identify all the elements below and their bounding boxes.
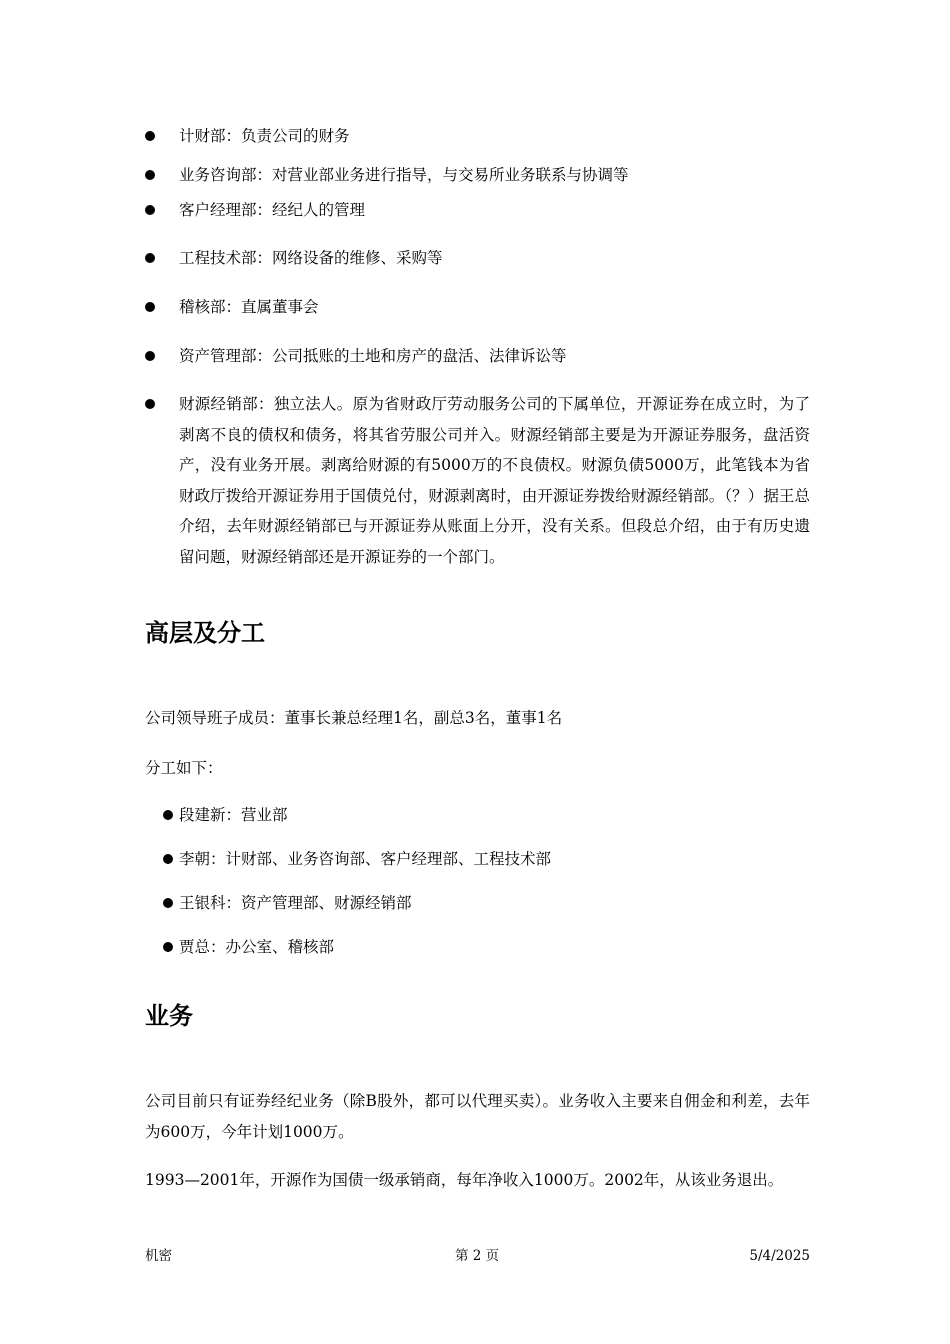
dept-desc: 负责公司的财务 bbox=[241, 127, 350, 145]
dept-name: 稽核部 bbox=[179, 298, 226, 316]
footer-confidential: 机密 bbox=[145, 1248, 172, 1264]
document-page: 计财部：负责公司的财务 业务咨询部：对营业部业务进行指导，与交易所业务联系与协调等 客户经理部：经纪人的管理 工程技术部：网络设备的维修、采购等 稽核部：直属董事会 资产管理部：公司抵账的土地和房产的盘活、法律诉讼等 财源经销部：独立法人。原为省财政厅劳动服务公司的下属单位，开源证券在成立时，为了剥离不良的债权和债务，将其省劳服公司并入。财源经销部主要是为开源证券服务，盘活资产，没有业务开展。剥离给财源的有5000万的不良债权。财源负债5000万，此笔钱本为省财政厅拨给开源证券用于国债兑付，财源剥离时，由开源证券拨给财源经销部。（？）据王总介绍，去年财源经销部已与开源证券从账面上分开，没有关系。但段总介绍，由于有历史遗留问题，财源经销部还是开源证券的一个部门。 高层及分工 公司领导班子成员：董事长兼总经理1名，副总3名，董事1名 分工如下： 段建新：营业部 李朝：计财部、业务咨询部、客户经理部、工程技术部 王银科：资产管理部、财源经销部 贾总：办公室、稽核部 业务 公司目前只有证券经纪业务（除B股外，都可以代理买卖）。业务收入主要来自佣金和利差，去年为600万，今年计划1000万。 1993—2001年，开源作为国债一级承销商，每年净收入1000万。2002年，从该业务退出。 机密 第 2 页 5/4/2025 bbox=[145, 127, 810, 1264]
leadership-members: 公司领导班子成员：董事长兼总经理1名，副总3名，董事1名 bbox=[145, 709, 563, 727]
assignment-scope: 办公室、稽核部 bbox=[225, 938, 335, 956]
section-heading-business: 业务 bbox=[145, 1002, 193, 1030]
assignment-scope: 资产管理部、财源经销部 bbox=[241, 894, 412, 912]
dept-desc: 网络设备的维修、采购等 bbox=[272, 249, 443, 267]
dept-desc: 经纪人的管理 bbox=[272, 201, 366, 219]
bullet-icon bbox=[145, 302, 155, 312]
assignment-person: 段建新 bbox=[179, 806, 226, 824]
business-paragraph-1: 公司目前只有证券经纪业务（除B股外，都可以代理买卖）。业务收入主要来自佣金和利差，去年为600万，今年计划1000万。 bbox=[145, 1092, 810, 1141]
bullet-icon bbox=[145, 253, 155, 263]
section-heading-leadership: 高层及分工 bbox=[145, 619, 265, 647]
dept-desc: 独立法人。原为省财政厅劳动服务公司的下属单位，开源证券在成立时，为了剥离不良的债权和债务，将其省劳服公司并入。财源经销部主要是为开源证券服务，盘活资产，没有业务开展。剥离给财源的有5000万的不良债权。财源负债5000万，此笔钱本为省财政厅拨给开源证券用于国债兑付，财源剥离时，由开源证券拨给财源经销部。（？）据王总介绍，去年财源经销部已与开源证券从账面上分开，没有关系。但段总介绍，由于有历史遗留问题，财源经销部还是开源证券的一个部门。 bbox=[179, 395, 810, 566]
bullet-icon bbox=[163, 810, 173, 820]
bullet-icon bbox=[163, 942, 173, 952]
bullet-icon bbox=[145, 399, 155, 409]
bullet-icon bbox=[145, 351, 155, 361]
dept-desc: 直属董事会 bbox=[241, 298, 319, 316]
bullet-icon bbox=[145, 170, 155, 180]
bullet-icon bbox=[163, 854, 173, 864]
footer-page-number: 第 2 页 bbox=[455, 1248, 500, 1264]
business-paragraph-2: 1993—2001年，开源作为国债一级承销商，每年净收入1000万。2002年，从该业务退出。 bbox=[145, 1171, 784, 1189]
dept-name: 业务咨询部 bbox=[179, 166, 257, 184]
division-label: 分工如下： bbox=[145, 759, 223, 777]
dept-name: 财源经销部 bbox=[179, 395, 258, 413]
dept-name: 计财部 bbox=[179, 127, 226, 145]
assignment-person: 李朝 bbox=[179, 850, 211, 868]
bullet-icon bbox=[163, 898, 173, 908]
dept-name: 资产管理部 bbox=[179, 347, 257, 365]
assignment-person: 王银科 bbox=[179, 894, 226, 912]
footer-date: 5/4/2025 bbox=[749, 1248, 810, 1264]
dept-desc: 公司抵账的土地和房产的盘活、法律诉讼等 bbox=[272, 347, 567, 365]
assignment-person: 贾总 bbox=[179, 938, 211, 956]
bullet-icon bbox=[145, 131, 155, 141]
dept-name: 工程技术部 bbox=[179, 249, 257, 267]
dept-name: 客户经理部 bbox=[179, 201, 257, 219]
assignment-scope: 营业部 bbox=[241, 806, 288, 824]
assignment-scope: 计财部、业务咨询部、客户经理部、工程技术部 bbox=[225, 850, 552, 868]
bullet-icon bbox=[145, 205, 155, 215]
dept-desc: 对营业部业务进行指导，与交易所业务联系与协调等 bbox=[272, 166, 629, 184]
